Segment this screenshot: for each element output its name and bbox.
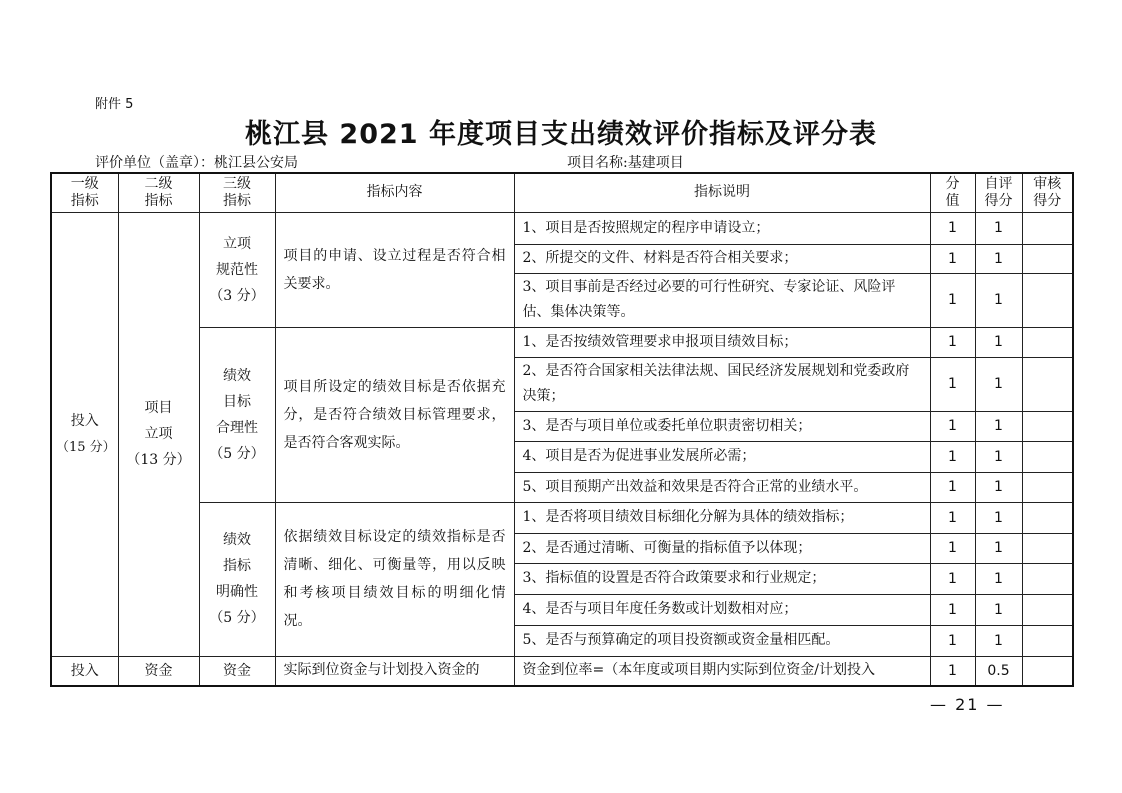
evaluation-unit: 评价单位（盖章）：桃江县公安局 [95,155,298,171]
last-content: 实际到位资金与计划投入资金的 [275,656,514,686]
table-row [51,656,1073,686]
item-audit-score[interactable] [1022,212,1073,244]
item-score: 1 [930,533,975,563]
table-row [51,502,1073,533]
item-audit-score[interactable] [1022,502,1073,533]
item-score: 1 [930,441,975,472]
item-text: 2、所提交的文件、材料是否符合相关要求； [514,244,930,273]
item-self-score: 1 [975,212,1022,244]
item-audit-score[interactable] [1022,594,1073,625]
item-self-score: 1 [975,502,1022,533]
level3-group2: 绩效 目标 合理性 （5 分） [199,327,275,502]
level2-project: 项目 立项 （13 分） [118,212,199,656]
item-text: 4、是否与项目年度任务数或计划数相对应； [514,594,930,625]
item-self-score: 1 [975,327,1022,357]
item-text: 1、是否按绩效管理要求申报项目绩效目标； [514,327,930,357]
item-score: 1 [930,244,975,273]
item-score: 1 [930,563,975,594]
item-score: 1 [930,212,975,244]
item-text: 3、项目事前是否经过必要的可行性研究、专家论证、风险评估、集体决策等。 [514,273,930,327]
item-score: 1 [930,472,975,502]
item-self-score: 1 [975,441,1022,472]
item-score: 1 [930,625,975,656]
item-score: 1 [930,594,975,625]
attachment-label: 附件 5 [95,97,134,112]
item-score: 1 [930,273,975,327]
page-number: — 21 — [930,695,1005,714]
table-row [51,212,1073,244]
item-audit-score[interactable] [1022,244,1073,273]
item-text: 2、是否通过清晰、可衡量的指标值予以体现； [514,533,930,563]
item-score: 1 [930,411,975,441]
level1-input: 投入 （15 分） [51,212,118,656]
last-level2: 资金 [118,656,199,686]
evaluation-table [50,172,1074,687]
header-content: 指标内容 [275,173,514,212]
item-self-score: 1 [975,357,1022,411]
item-self-score: 1 [975,472,1022,502]
item-self-score: 1 [975,273,1022,327]
item-text: 3、是否与项目单位或委托单位职责密切相关； [514,411,930,441]
level3-group1: 立项 规范性 （3 分） [199,212,275,327]
header-score: 分 值 [930,173,975,212]
item-audit-score[interactable] [1022,441,1073,472]
header-level1: 一级 指标 [51,173,118,212]
header-self-score: 自评 得分 [975,173,1022,212]
item-audit-score[interactable] [1022,327,1073,357]
item-self-score: 1 [975,411,1022,441]
item-text: 1、是否将项目绩效目标细化分解为具体的绩效指标； [514,502,930,533]
item-score: 1 [930,357,975,411]
item-self-score: 1 [975,244,1022,273]
last-level3: 资金 [199,656,275,686]
content-group2: 项目所设定的绩效目标是否依据充分，是否符合绩效目标管理要求，是否符合客观实际。 [275,327,514,502]
last-self-score: 0.5 [975,656,1022,686]
item-text: 5、项目预期产出效益和效果是否符合正常的业绩水平。 [514,472,930,502]
header-audit-score: 审核 得分 [1022,173,1073,212]
content-group1: 项目的申请、设立过程是否符合相关要求。 [275,212,514,327]
page-title: 桃江县 2021 年度项目支出绩效评价指标及评分表 [245,119,877,150]
project-name: 项目名称:基建项目 [567,155,684,171]
item-audit-score[interactable] [1022,273,1073,327]
table-row [51,327,1073,357]
last-level1: 投入 [51,656,118,686]
last-score: 1 [930,656,975,686]
item-self-score: 1 [975,533,1022,563]
item-text: 2、是否符合国家相关法律法规、国民经济发展规划和党委政府决策； [514,357,930,411]
item-audit-score[interactable] [1022,472,1073,502]
item-text: 5、是否与预算确定的项目投资额或资金量相匹配。 [514,625,930,656]
header-explain: 指标说明 [514,173,930,212]
item-score: 1 [930,502,975,533]
item-audit-score[interactable] [1022,533,1073,563]
header-row [51,173,1073,212]
item-text: 1、项目是否按照规定的程序申请设立； [514,212,930,244]
item-audit-score[interactable] [1022,357,1073,411]
last-explain: 资金到位率=（本年度或项目期内实际到位资金/计划投入 [514,656,930,686]
item-audit-score[interactable] [1022,563,1073,594]
item-self-score: 1 [975,594,1022,625]
last-audit-score[interactable] [1022,656,1073,686]
level3-group3: 绩效 指标 明确性 （5 分） [199,502,275,656]
content-group3: 依据绩效目标设定的绩效指标是否清晰、细化、可衡量等，用以反映和考核项目绩效目标的明细化情况。 [275,502,514,656]
item-audit-score[interactable] [1022,411,1073,441]
header-level3: 三级 指标 [199,173,275,212]
header-level2: 二级 指标 [118,173,199,212]
item-score: 1 [930,327,975,357]
item-self-score: 1 [975,625,1022,656]
item-text: 3、指标值的设置是否符合政策要求和行业规定； [514,563,930,594]
item-audit-score[interactable] [1022,625,1073,656]
item-text: 4、项目是否为促进事业发展所必需； [514,441,930,472]
item-self-score: 1 [975,563,1022,594]
